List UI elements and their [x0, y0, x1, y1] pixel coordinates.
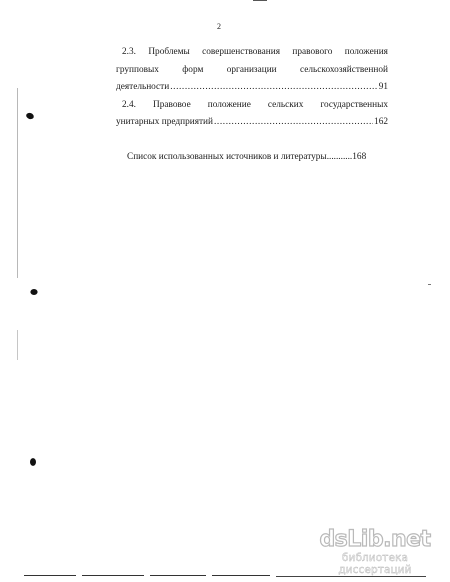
toc-entry-2-3 — [116, 44, 388, 97]
page-number: 2 — [217, 22, 221, 31]
toc-entry-text: Список использованных источников и литературы — [127, 152, 327, 162]
toc-entry-text: унитарных предприятий — [116, 117, 213, 127]
dot-leader — [170, 79, 377, 97]
toc-word: групповых — [116, 64, 159, 75]
toc-entry-2-4 — [116, 97, 388, 132]
scan-artifact — [428, 284, 431, 285]
dot-leader: ........... — [326, 152, 353, 162]
scan-artifact — [24, 575, 76, 576]
toc-page-number: 162 — [374, 117, 388, 127]
toc-entry-line — [116, 44, 388, 62]
scan-artifact — [150, 575, 206, 576]
toc-word: 2.3. — [122, 47, 136, 57]
dot-leader — [214, 114, 373, 132]
scan-artifact — [17, 88, 18, 278]
scan-artifact — [82, 575, 144, 576]
binding-hole-mark — [25, 112, 34, 120]
toc-page-number: 91 — [378, 82, 388, 92]
site-watermark — [310, 528, 440, 576]
toc-word: сельских — [267, 99, 304, 110]
toc-entry-bibliography — [127, 152, 366, 162]
toc-word: государственных — [320, 99, 388, 110]
toc-word: Проблемы — [148, 47, 190, 57]
scan-artifact — [212, 575, 270, 576]
toc-word: форм — [182, 64, 204, 75]
toc-word: совершенствования — [202, 47, 281, 57]
scan-artifact — [276, 576, 426, 577]
table-of-contents — [116, 44, 388, 132]
toc-word: сельскохозяйственной — [300, 64, 388, 75]
toc-word: положения — [344, 47, 388, 57]
scan-artifact — [17, 330, 18, 360]
binding-hole-mark — [30, 289, 37, 295]
toc-entry-text: деятельности — [116, 82, 170, 92]
toc-entry-line — [116, 62, 388, 80]
watermark-subtitle: библиотека диссертаций — [338, 552, 412, 576]
watermark-logo: dsLib.net — [319, 527, 431, 552]
toc-entry-line — [116, 79, 388, 97]
toc-word: 2.4. — [122, 99, 136, 110]
toc-entry-line — [116, 97, 388, 115]
toc-word: организации — [226, 64, 277, 75]
toc-page-number: 168 — [352, 152, 367, 162]
toc-entry-line — [116, 114, 388, 132]
toc-word: Правовое — [153, 99, 191, 110]
toc-word: правового — [292, 47, 333, 57]
binding-hole-mark — [30, 458, 36, 466]
scan-artifact — [253, 0, 267, 1]
toc-word: положение — [207, 99, 251, 110]
